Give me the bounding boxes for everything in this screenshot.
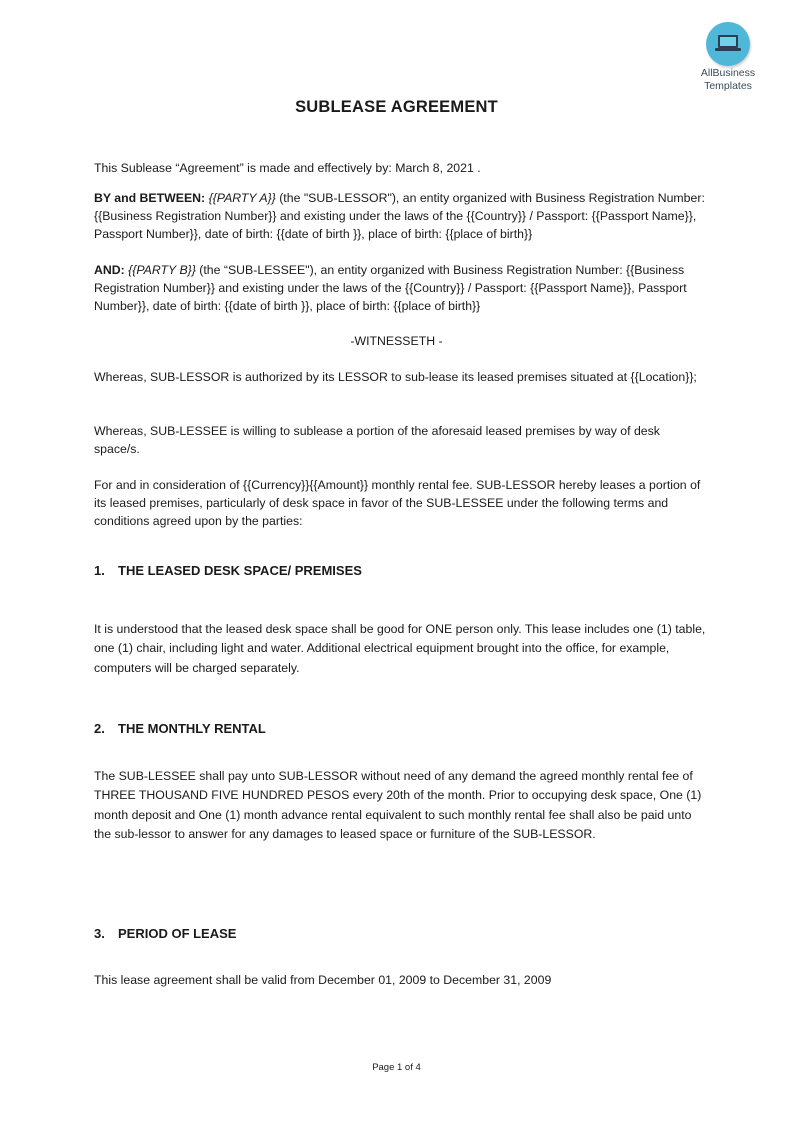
consideration-paragraph: For and in consideration of {{Currency}}{{Amount}} monthly rental fee. SUB-LESSOR hereby leases a portion of its leased premises, particularly of desk space in favor of the SUB-LESSEE under the following terms and conditions agreed upon by the parties: [94, 478, 701, 528]
section-title-1: THE LEASED DESK SPACE/ PREMISES [118, 563, 362, 578]
party-b-label: AND: [94, 263, 125, 277]
whereas-paragraph-1: Whereas, SUB-LESSOR is authorized by its LESSOR to sub-lease its leased premises situated at {{Location}}; [94, 370, 697, 384]
party-b-text: (the “SUB-LESSEE"), an entity organized with Business Registration Number: {{Business Registration Number}} and existing under the laws of the {{Country}} / Passport: {{Passport Name}}, Passport Number}}, date of birth: {{date of birth }}, place of birth: {{place of birth}} [94, 263, 687, 313]
section-body-2: The SUB-LESSEE shall pay unto SUB-LESSOR without need of any demand the agreed monthly rental fee of THREE THOUSAND FIVE HUNDRED PESOS every 20th of the month. Prior to occupying desk space, One (1) month deposit and One (1) month advance rental equivalent to such monthly rental fee shall also be paid unto the sub-lessor to answer for any damages to leased space or furniture of the SUB-LESSOR. [94, 769, 702, 842]
party-a-name: {{PARTY A}} [208, 191, 276, 205]
logo-text-line1: AllBusiness [700, 67, 756, 79]
section-number-2: 2. [94, 721, 105, 736]
section-title-3: PERIOD OF LEASE [118, 926, 237, 941]
whereas-paragraph-2: Whereas, SUB-LESSEE is willing to sublease a portion of the aforesaid leased premises by way of desk space/s. [94, 424, 660, 456]
party-b-paragraph [94, 261, 706, 315]
document-title: SUBLEASE AGREEMENT [295, 98, 498, 116]
laptop-icon [706, 22, 750, 66]
section-body-1: It is understood that the leased desk space shall be good for ONE person only. This lease includes one (1) table, one (1) chair, including light and water. Additional electrical equipment brought into the office, for example, computers will be charged separately. [94, 622, 706, 675]
logo-text-line2: Templates [704, 80, 752, 92]
section-number-3: 3. [94, 926, 105, 941]
witnesseth-heading: -WITNESSETH - [350, 334, 443, 348]
intro-paragraph: This Sublease “Agreement” is made and effectively by: March 8, 2021 . [94, 161, 481, 175]
section-heading-1 [94, 562, 362, 580]
section-heading-3 [94, 925, 236, 943]
allbusiness-templates-logo [688, 22, 768, 92]
section-body-3: This lease agreement shall be valid from December 01, 2009 to December 31, 2009 [94, 973, 552, 987]
section-heading-2 [94, 720, 266, 738]
party-b-name: {{PARTY B}} [128, 263, 196, 277]
section-number-1: 1. [94, 563, 105, 578]
page-number: Page 1 of 4 [372, 1062, 421, 1073]
party-a-label: BY and BETWEEN: [94, 191, 206, 205]
section-title-2: THE MONTHLY RENTAL [118, 721, 266, 736]
party-a-text: (the "SUB-LESSOR"), an entity organized with Business Registration Number: {{Business Registration Number}} and existing under the laws of the {{Country}} / Passport: {{Passport Name}}, Passport Number}}, date of birth: {{date of birth }}, place of birth: {{place of birth}} [94, 191, 705, 241]
party-a-paragraph [94, 189, 706, 243]
